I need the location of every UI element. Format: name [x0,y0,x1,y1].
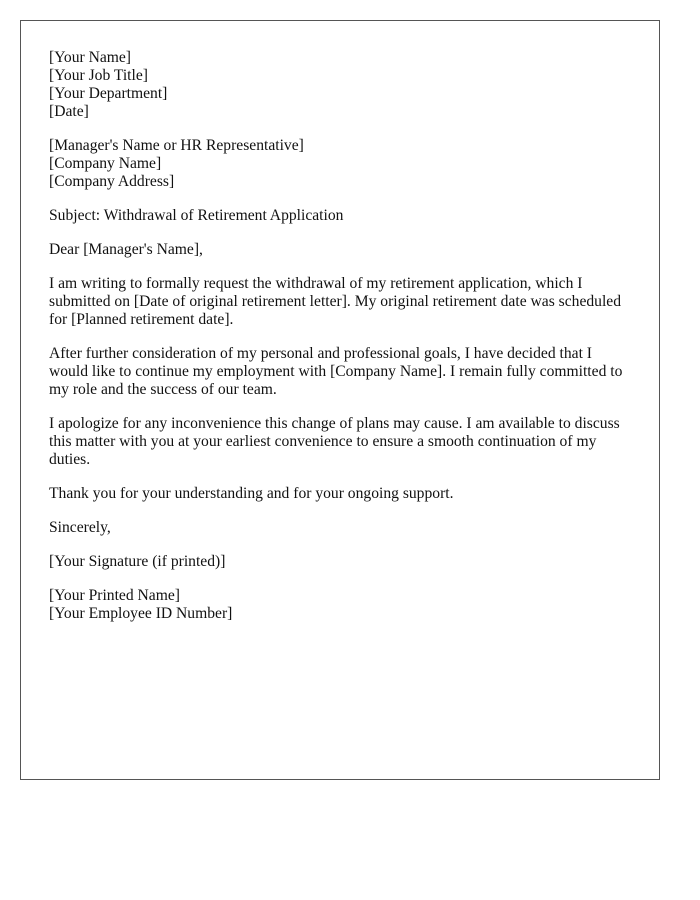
body-paragraph-2: After further consideration of my personal and professional goals, I have decided that I would like to continue my employment with [Company Name]. I remain fully committed to my role and the success of our team. [49,345,623,398]
recipient-company: [Company Name] [49,155,162,172]
subject-line: Subject: Withdrawal of Retirement Application [49,207,344,224]
employee-id: [Your Employee ID Number] [49,605,233,622]
sender-block [49,49,634,121]
footer-block [49,587,634,623]
printed-name: [Your Printed Name] [49,587,180,604]
body-paragraph-1: I am writing to formally request the withdrawal of my retirement application, which I submitted on [Date of original retirement letter]. My original retirement date was scheduled for [Planned retirement date]. [49,275,622,328]
signature-line: [Your Signature (if printed)] [49,553,226,570]
sender-department: [Your Department] [49,85,168,102]
recipient-address: [Company Address] [49,173,175,190]
letter-content [49,49,634,639]
salutation: Dear [Manager's Name], [49,241,203,258]
body-paragraph-3: I apologize for any inconvenience this change of plans may cause. I am available to discuss this matter with you at your earliest convenience to ensure a smooth continuation of my duties. [49,415,620,468]
letter-date: [Date] [49,103,89,120]
sender-job-title: [Your Job Title] [49,67,148,84]
sender-name: [Your Name] [49,49,132,66]
closing: Sincerely, [49,519,111,536]
body-paragraph-4: Thank you for your understanding and for your ongoing support. [49,485,454,502]
letter-page [20,20,660,780]
recipient-block [49,137,634,191]
recipient-name: [Manager's Name or HR Representative] [49,137,304,154]
